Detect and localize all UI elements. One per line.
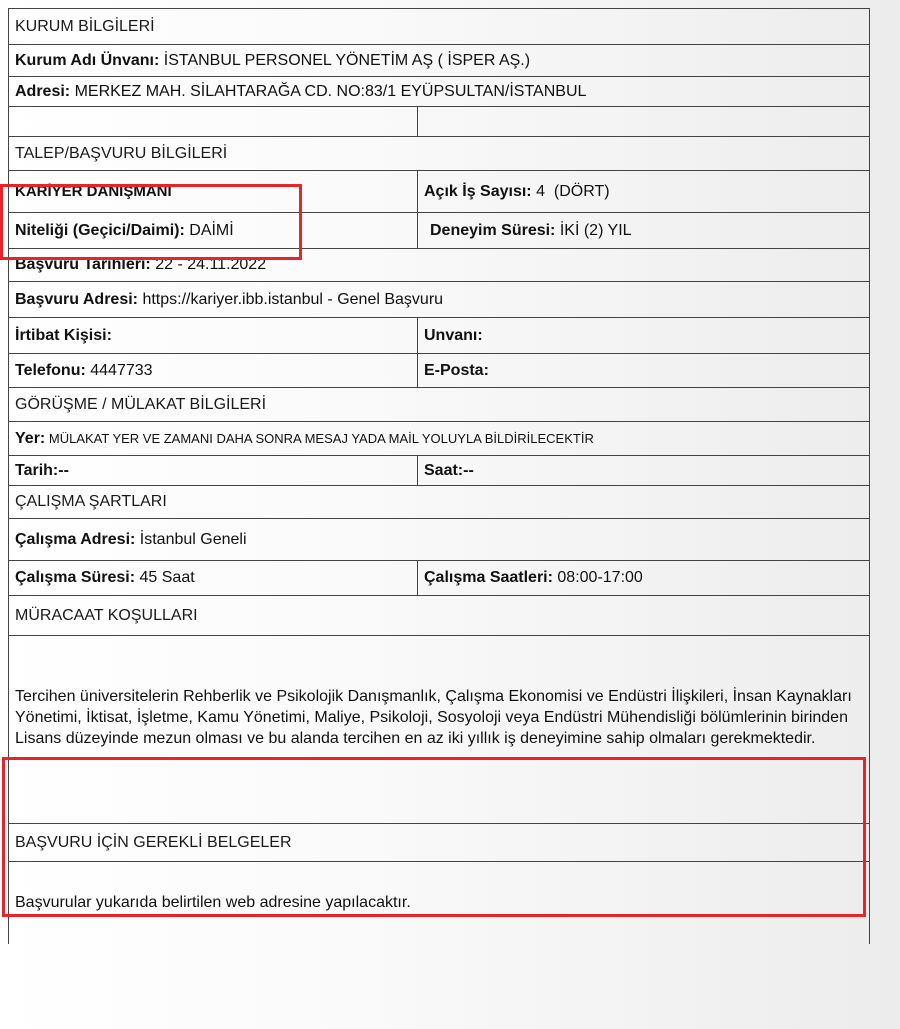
gorusme-section-title: GÖRÜŞME / MÜLAKAT BİLGİLERİ: [15, 395, 267, 413]
irtibat-label: İrtibat Kişisi:: [15, 326, 112, 344]
belgeler-text: Başvurular yukarıda belirtilen web adresine yapılacaktır.: [15, 894, 411, 911]
unvan-label: Unvanı:: [424, 326, 483, 344]
eposta-label: E-Posta:: [424, 361, 489, 379]
nitelik-row: [9, 213, 869, 249]
kurum-adres-value: MERKEZ MAH. SİLAHTARAĞA CD. NO:83/1 EYÜPSULTAN/İSTANBUL: [70, 82, 587, 100]
basvuru-tarih-row: [9, 249, 869, 282]
kurum-section-header: [9, 9, 869, 45]
talep-section-header: [9, 137, 869, 171]
acik-is-value: 4 (DÖRT): [531, 182, 610, 200]
basvuru-adres-label: Başvuru Adresi:: [15, 290, 138, 308]
calisma-section-title: ÇALIŞMA ŞARTLARI: [15, 493, 167, 510]
calisma-saat-value: 08:00-17:00: [552, 569, 643, 586]
nitelik-label: Niteliği (Geçici/Daimi):: [15, 221, 185, 239]
telefon-label: Telefonu:: [15, 361, 86, 379]
deneyim-value: İKİ (2) YIL: [555, 221, 632, 239]
calisma-section-header: [9, 486, 869, 519]
calisma-adres-row: [9, 519, 869, 561]
irtibat-row: [9, 318, 869, 354]
kurum-ad-label: Kurum Adı Ünvanı:: [15, 51, 160, 69]
kurum-ad-row: [9, 45, 869, 77]
yer-value: MÜLAKAT YER VE ZAMANI DAHA SONRA MESAJ YADA MAİL YOLUYLA BİLDİRİLECEKTİR: [45, 431, 594, 446]
kurum-ad-value: İSTANBUL PERSONEL YÖNETİM AŞ ( İSPER AŞ.): [159, 51, 531, 69]
calisma-sure-label: Çalışma Süresi:: [15, 569, 136, 586]
job-posting-form: [8, 8, 870, 944]
telefon-row: [9, 354, 869, 388]
belgeler-text-row: [9, 862, 869, 944]
muracaat-section-title: MÜRACAAT KOŞULLARI: [15, 606, 198, 624]
talep-section-title: TALEP/BAŞVURU BİLGİLERİ: [15, 144, 228, 162]
muracaat-text-row: [9, 636, 869, 824]
basvuru-tarih-label: Başvuru Tarihleri:: [15, 256, 151, 273]
gorusme-section-header: [9, 388, 869, 422]
gorusme-tarih-label: Tarih:--: [15, 461, 69, 479]
kurum-section-title: KURUM BİLGİLERİ: [15, 17, 155, 35]
pozisyon-title: KARİYER DANIŞMANI: [15, 183, 172, 200]
acik-is-label: Açık İş Sayısı:: [424, 182, 532, 200]
gorusme-saat-label: Saat:--: [424, 461, 474, 479]
muracaat-section-header: [9, 596, 869, 636]
tarih-saat-row: [9, 456, 869, 486]
pozisyon-row: [9, 171, 869, 213]
basvuru-adres-row: [9, 282, 869, 318]
kurum-adres-label: Adresi:: [15, 82, 71, 100]
calisma-saat-label: Çalışma Saatleri:: [424, 569, 553, 586]
basvuru-tarih-value: 22 - 24.11.2022: [150, 256, 267, 273]
calisma-adres-value: İstanbul Geneli: [135, 530, 247, 548]
muracaat-text: Tercihen üniversitelerin Rehberlik ve Psikolojik Danışmanlık, Çalışma Ekonomisi ve Endüstri İlişkileri, İnsan Kaynakları Yönetimi, İktisat, İşletme, Kamu Yönetimi, Maliye, Psikoloji, Sosyoloji veya Endüstri Mühendisliği bölümlerinin birinden Lisans düzeyinde mezun olması ve bu alanda tercihen en az iki yıllık iş deneyimine sahip olmaları gerekmektedir.: [15, 688, 852, 747]
belgeler-section-header: [9, 824, 869, 862]
basvuru-adres-value: https://kariyer.ibb.istanbul - Genel Başvuru: [138, 290, 444, 308]
kurum-adres-row: [9, 77, 869, 107]
yer-row: [9, 422, 869, 456]
calisma-sure-row: [9, 561, 869, 596]
empty-row: [9, 107, 869, 137]
telefon-value: 4447733: [85, 361, 153, 379]
deneyim-label: Deneyim Süresi:: [430, 221, 556, 239]
yer-label: Yer:: [15, 429, 46, 447]
calisma-sure-value: 45 Saat: [135, 569, 195, 586]
calisma-adres-label: Çalışma Adresi:: [15, 530, 136, 548]
nitelik-value: DAİMİ: [184, 221, 234, 239]
belgeler-section-title: BAŞVURU İÇİN GEREKLİ BELGELER: [15, 833, 292, 851]
